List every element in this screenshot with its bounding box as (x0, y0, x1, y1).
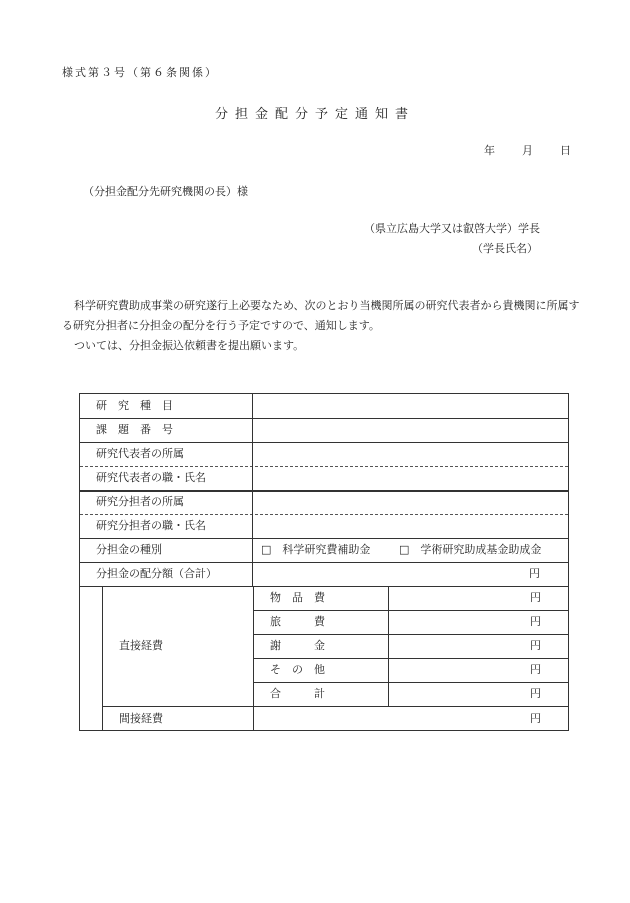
table-row (80, 466, 568, 492)
sender: （県立広島大学又は叡啓大学）学長 (364, 222, 540, 235)
label-project-number: 課 題 番 号 (96, 423, 173, 436)
table-row (80, 442, 568, 467)
value-co-position-name[interactable] (252, 514, 568, 538)
label-fund-type: 分担金の種別 (96, 543, 162, 556)
label-other: そ の 他 (253, 658, 388, 682)
value-supplies[interactable] (388, 586, 569, 610)
yen-unit: 円 (530, 663, 541, 676)
table-row (253, 586, 569, 611)
body-paragraph-2: ついては、分担金振込依頼書を提出願います。 (74, 339, 305, 352)
value-travel[interactable] (388, 610, 569, 634)
date-month: 月 (522, 144, 533, 157)
table-row (253, 634, 569, 659)
value-indirect-cost[interactable] (253, 707, 569, 731)
label-co-position-name: 研究分担者の職・氏名 (96, 519, 206, 532)
checkbox-kakenhi-grant[interactable]: □ 科学研究費補助金 (261, 543, 371, 556)
value-other[interactable] (388, 658, 569, 682)
value-co-affiliation[interactable] (252, 490, 568, 514)
label-indirect-cost: 間接経費 (119, 712, 163, 725)
label-allocation-total: 分担金の配分額（合計） (96, 567, 217, 580)
yen-unit: 円 (530, 615, 541, 628)
document-title: 分担金配分予定通知書 (214, 107, 415, 122)
checkbox-kikin-grant[interactable]: □ 学術研究助成基金助成金 (399, 543, 542, 556)
yen-unit: 円 (530, 639, 541, 652)
value-allocation-total[interactable] (252, 562, 568, 586)
yen-unit: 円 (529, 567, 540, 580)
table-row (253, 658, 569, 683)
value-fund-type (252, 538, 568, 562)
value-direct-subtotal[interactable] (388, 682, 569, 706)
date-year: 年 (484, 144, 495, 157)
value-honorarium[interactable] (388, 634, 569, 658)
label-research-type: 研 究 種 目 (96, 399, 173, 412)
table-row (103, 706, 569, 730)
label-pi-position-name: 研究代表者の職・氏名 (96, 471, 206, 484)
table-row (80, 394, 568, 419)
label-supplies: 物 品 費 (253, 586, 388, 610)
table-row (80, 538, 568, 563)
label-direct-subtotal: 合 計 (253, 682, 388, 706)
body-paragraph-1: 科学研究費助成事業の研究遂行上必要なため、次のとおり当機関所属の研究代表者から貴機関に所属する研究分担者に分担金の配分を行う予定ですので、通知します。 (62, 299, 580, 332)
yen-unit: 円 (530, 712, 541, 725)
table-row (80, 418, 568, 443)
value-project-number[interactable] (252, 418, 568, 442)
cost-breakdown (102, 586, 568, 730)
table-row (253, 682, 569, 706)
body-text (62, 296, 582, 356)
table-row (80, 562, 568, 587)
value-pi-position-name[interactable] (252, 466, 568, 490)
table-row (80, 490, 568, 515)
table-row (253, 610, 569, 635)
table-row (80, 514, 568, 539)
label-travel: 旅 費 (253, 610, 388, 634)
date-line (484, 142, 571, 158)
yen-unit: 円 (530, 591, 541, 604)
allocation-table (79, 393, 569, 731)
value-research-type[interactable] (252, 394, 568, 418)
label-co-affiliation: 研究分担者の所属 (96, 495, 184, 508)
label-honorarium: 謝 金 (253, 634, 388, 658)
date-day: 日 (560, 144, 571, 157)
form-number: 様式第３号（第６条関係） (62, 66, 218, 79)
label-direct-cost: 直接経費 (119, 639, 163, 652)
recipient: （分担金配分先研究機関の長）様 (83, 185, 248, 198)
label-pi-affiliation: 研究代表者の所属 (96, 447, 184, 460)
sender-name: （学長氏名） (472, 242, 538, 255)
yen-unit: 円 (530, 687, 541, 700)
value-pi-affiliation[interactable] (252, 442, 568, 466)
